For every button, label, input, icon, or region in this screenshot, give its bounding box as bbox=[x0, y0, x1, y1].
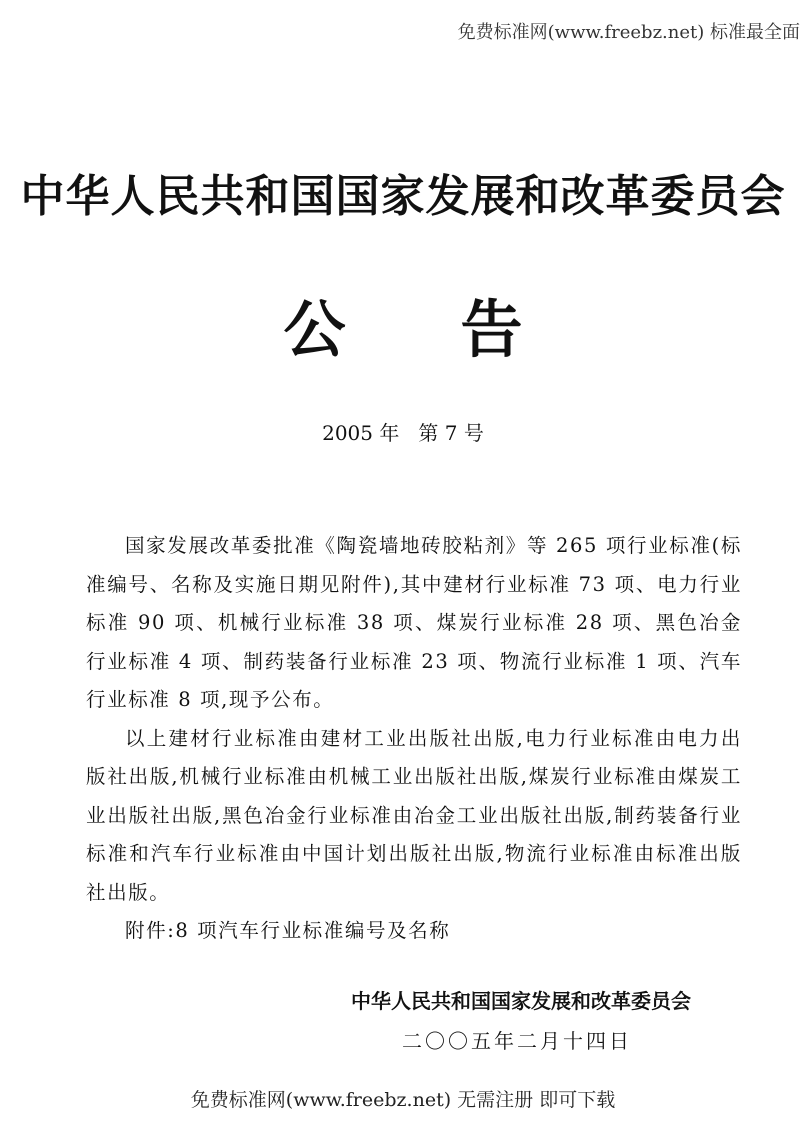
body-paragraph-2: 以上建材行业标准由建材工业出版社出版,电力行业标准由电力出版社出版,机械行业标准由机械工业出版社出版,煤炭行业标准由煤炭工业出版社出版,黑色冶金行业标准由冶金工业出版社出版,制药装备行业标准和汽车行业标准由中国计划出版社出版,物流行业标准由标准出版社出版。 bbox=[86, 726, 742, 904]
agency-title: 中华人民共和国国家发展和改革委员会 bbox=[20, 171, 786, 222]
watermark-top: 免费标准网(www.freebz.net) 标准最全面 bbox=[457, 22, 800, 43]
issue-date: 二〇〇五年二月十四日 bbox=[402, 1029, 632, 1053]
notice-title-char-2: 告 bbox=[460, 293, 523, 366]
watermark-bottom: 免费标准网(www.freebz.net) 无需注册 即可下载 bbox=[190, 1089, 616, 1111]
notice-title-char-1: 公 bbox=[283, 293, 346, 366]
notice-number: 2005 年 第 7 号 bbox=[322, 421, 484, 445]
notice-body bbox=[86, 527, 742, 951]
body-paragraph-1: 国家发展改革委批准《陶瓷墙地砖胶粘剂》等 265 项行业标准(标准编号、名称及实施日期见附件),其中建材行业标准 73 项、电力行业标准 90 项、机械行业标准 38 项、煤炭行业标准 28 项、黑色冶金行业标准 4 项、制药装备行业标准 23 项、物流行业标准 1 项、汽车行业标准 8 项,现予公布。 bbox=[86, 534, 742, 711]
notice-title bbox=[0, 280, 806, 369]
signature: 中华人民共和国国家发展和改革委员会 bbox=[351, 989, 691, 1013]
attachment-note: 附件:8 项汽车行业标准编号及名称 bbox=[125, 919, 451, 942]
